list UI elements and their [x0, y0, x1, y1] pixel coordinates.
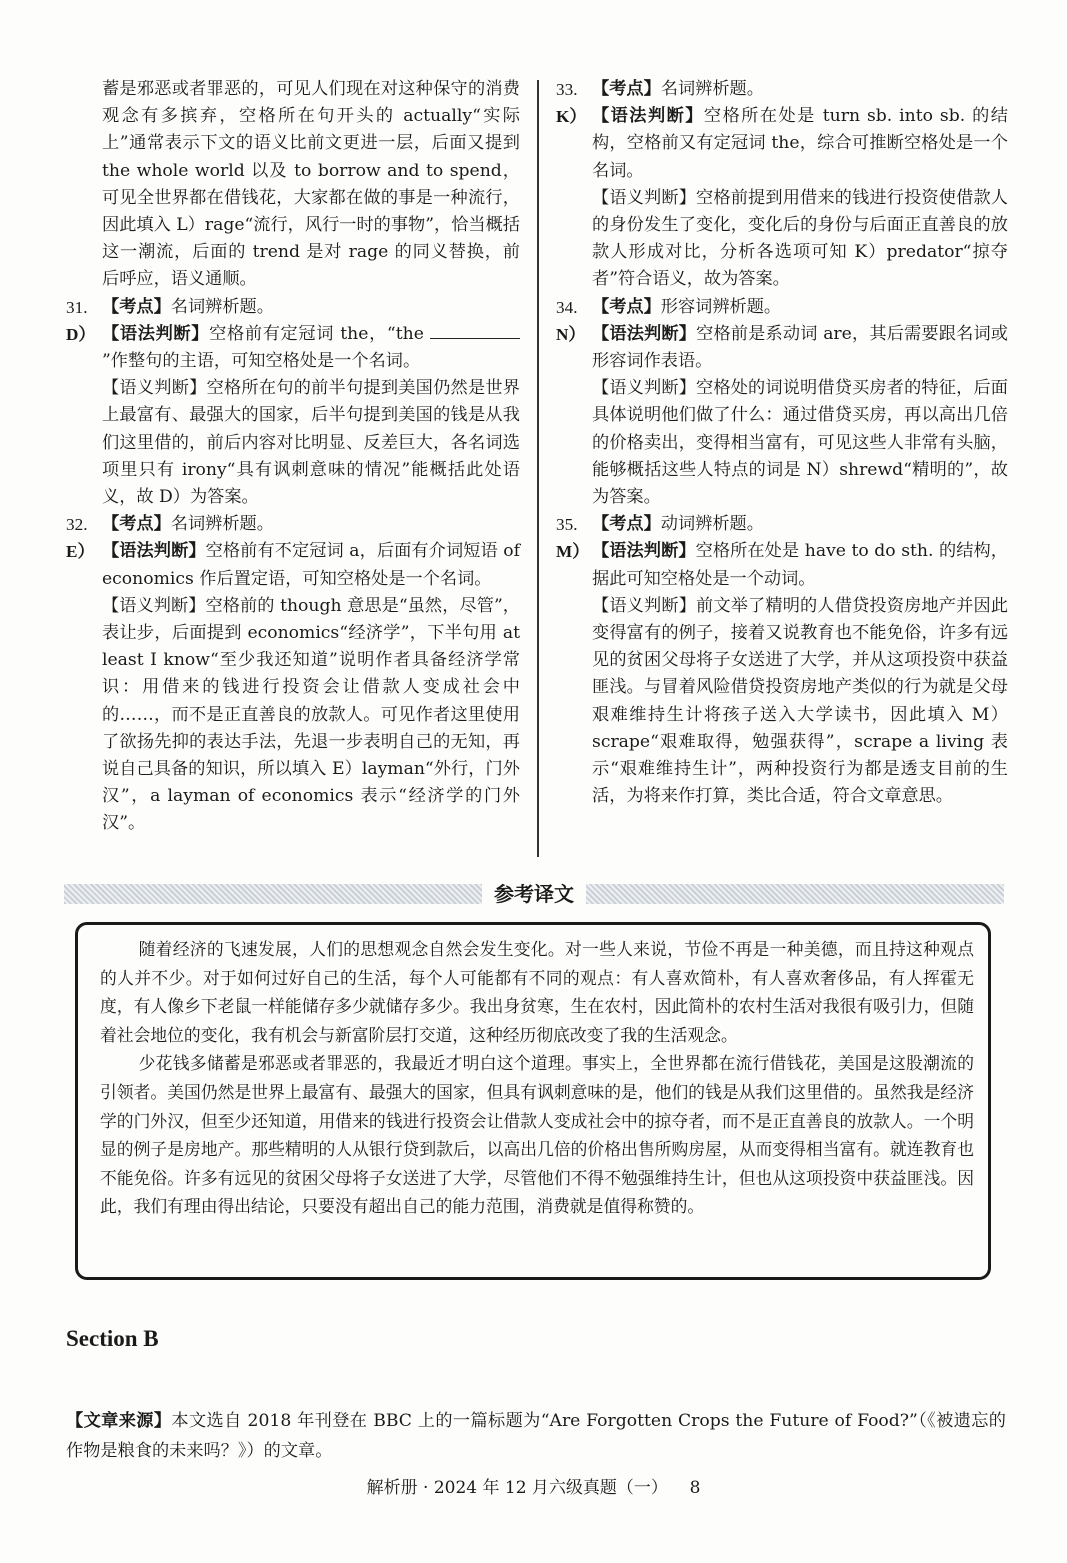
q34-semantic-text: 空格处的词说明借贷买房者的特征，后面具体说明他们做了什么：通过借贷买房，再以高出几倍的价格卖出，变得相当富有，可见这些人非常有头脑，能够概括这些人特点的词是 N）shrewd“精明的”，故为答案。: [592, 378, 1008, 508]
footer-text: 解析册 · 2024 年 12 月六级真题（一）: [366, 1478, 668, 1498]
q31-grammar-tag: 【语法判断】: [102, 323, 210, 344]
q35-kaodian: [556, 511, 1008, 538]
q31-grammar-post: ”作整句的主语，可知空格处是一个名词。: [102, 351, 421, 372]
q31-semantic: [66, 375, 520, 511]
q31-answer: D）: [66, 324, 96, 344]
q33-number: 33.: [556, 80, 578, 99]
q33-semantic-text: 空格前提到用借来的钱进行投资使借款人的身份发生了变化，变化后的身份与后面正直善良的放款人形成对比，分析各选项可知 K）predator“掠夺者”符合语义，故为答案。: [592, 187, 1008, 290]
q33-semantic-tag: 【语义判断】: [592, 187, 697, 208]
q35-semantic-text: 前文举了精明的人借贷投资房地产并因此变得富有的例子，接着又说教育也不能免俗，许多有远见的贫困父母将子女送进了大学，并从这项投资中获益匪浅。与冒着风险借贷投资房地产类似的行为就是父母艰难维持生计将孩子送入大学读书，因此填入 M）scrape“艰难取得，勉强获得”，scrape a living 表示“艰难维持生计”，两种投资行为都是透支目前的生活，为将来作打算，类比合适，符合文章意思。: [592, 595, 1008, 807]
left-column: [66, 76, 520, 838]
translation-title: 参考译文: [494, 882, 574, 906]
q34-number: 34.: [556, 297, 578, 317]
q35-kaodian-tag: 【考点】: [592, 514, 661, 535]
q35-semantic-tag: 【语义判断】: [592, 595, 697, 616]
q31-kaodian: [66, 294, 520, 321]
q33-kaodian: [556, 76, 1008, 103]
q33-answer: K）: [556, 107, 587, 127]
q34-grammar-text: 空格前是系动词 are，其后需要跟名词或形容词作表语。: [592, 323, 1008, 372]
q31-kaodian-text: 名词辨析题。: [170, 296, 274, 317]
source-text: 本文选自 2018 年刊登在 BBC 上的一篇标题为“Are Forgotten Crops the Future of Food?”（《被遗忘的作物是粮食的未来吗？》）的文章。: [66, 1411, 1006, 1461]
q32-kaodian-text: 名词辨析题。: [170, 514, 274, 535]
q35-semantic: [556, 593, 1008, 811]
q31-grammar-pre: 空格前有定冠词 the，“the: [209, 323, 430, 344]
q32-semantic-tag: 【语义判断】: [102, 595, 206, 616]
q32-answer: E）: [66, 542, 95, 562]
q33-semantic: [556, 185, 1008, 294]
q34-answer: N）: [556, 324, 586, 344]
q34-semantic: [556, 375, 1008, 511]
q32-semantic-text: 空格前的 though 意思是“虽然，尽管”，表让步，后面提到 economics“经济学”，下半句用 at least I know“至少我还知道”说明作者具备经济学常识：用借来的钱进行投资会让借款人变成社会中的……，而不是正直善良的放款人。可见作者这里使用了欲扬先抑的表达手法，先退一步表明自己的无知，再说自己具备的知识，所以填入 E）layman“外行，门外汉”，a layman of economics 表示“经济学的门外汉”。: [102, 595, 520, 834]
q34-kaodian: [556, 294, 1008, 321]
translation-banner: [64, 880, 1004, 908]
q30-continuation: 蓄是邪恶或者罪恶的，可见人们现在对这种保守的消费观念有多摈弃，空格所在句开头的 actually“实际上”通常表示下文的语义比前文更进一层，后面又提到 the whole world 以及 to borrow and to spend，可见全世界都在借钱花，大家都在做的事是一种流行，因此填入 L）rage“流行，风行一时的事物”，恰当概括这一潮流，后面的 trend 是对 rage 的同义替换，前后呼应，语义通顺。: [102, 79, 520, 290]
q32-number: 32.: [66, 515, 88, 535]
q33-grammar-tag: 【语法判断】: [592, 106, 704, 127]
page-footer: [0, 1473, 1067, 1498]
q31-grammar: [66, 321, 520, 375]
q31-kaodian-tag: 【考点】: [102, 296, 171, 317]
translation-box: [75, 922, 991, 1280]
q35-grammar-text: 空格所在处是 have to do sth. 的结构，据此可知空格处是一个动词。: [592, 541, 1008, 589]
q32-grammar: [66, 538, 520, 592]
q32-grammar-tag: 【语法判断】: [102, 541, 206, 562]
section-heading: Section B: [66, 1326, 159, 1351]
q34-semantic-tag: 【语义判断】: [592, 378, 697, 399]
source-tag: 【文章来源】: [66, 1411, 172, 1431]
translation-paragraph-1: 随着经济的飞速发展，人们的思想观念自然会发生变化。对一些人来说，节俭不再是一种美德，而且持这种观点的人并不少。对于如何过好自己的生活，每个人可能都有不同的观点：有人喜欢简朴，有人喜欢奢侈品，有人挥霍无度，有人像乡下老鼠一样能储存多少就储存多少。我出身贫寒，生在农村，因此简朴的农村生活对我很有吸引力，但随着社会地位的变化，我有机会与新富阶层打交道，这种经历彻底改变了我的生活观念。: [100, 939, 974, 1045]
q34-grammar: [556, 321, 1008, 375]
q35-number: 35.: [556, 515, 578, 535]
q31-number: 31.: [66, 297, 88, 317]
q35-grammar-tag: 【语法判断】: [592, 541, 696, 562]
q34-kaodian-text: 形容词辨析题。: [660, 296, 782, 317]
q32-kaodian-tag: 【考点】: [102, 514, 171, 535]
q35-kaodian-text: 动词辨析题。: [660, 514, 764, 535]
article-source: [66, 1406, 1006, 1466]
q31-semantic-tag: 【语义判断】: [102, 378, 207, 399]
q33-grammar-text: 空格所在处是 turn sb. into sb. 的结构，空格前又有定冠词 the，综合可推断空格处是一个名词。: [592, 106, 1008, 181]
q32-kaodian: [66, 511, 520, 538]
blank-line: [430, 324, 520, 339]
q31-semantic-text: 空格所在句的前半句提到美国仍然是世界上最富有、最强大的国家，后半句提到美国的钱是从我们这里借的，前后内容对比明显、反差巨大，各名词选项里只有 irony“具有讽刺意味的情况”能概括此处语义，故 D）为答案。: [102, 378, 520, 508]
q32-semantic: [66, 593, 520, 838]
q32-grammar-text: 空格前有不定冠词 a，后面有介词短语 of economics 作后置定语，可知空格处是一个名词。: [102, 541, 520, 589]
q33-kaodian-tag: 【考点】: [592, 79, 661, 99]
q33-kaodian-text: 名词辨析题。: [660, 79, 764, 99]
q35-grammar: [556, 538, 1008, 592]
right-column: [556, 76, 1008, 810]
q35-answer: M）: [556, 542, 590, 562]
column-divider: [537, 80, 539, 857]
q34-grammar-tag: 【语法判断】: [592, 323, 697, 344]
q33-grammar: [556, 103, 1008, 185]
q34-kaodian-tag: 【考点】: [592, 296, 661, 317]
page-number: 8: [689, 1478, 701, 1498]
translation-paragraph-2: 少花钱多储蓄是邪恶或者罪恶的，我最近才明白这个道理。事实上，全世界都在流行借钱花，美国是这股潮流的引领者。美国仍然是世界上最富有、最强大的国家，但具有讽刺意味的是，他们的钱是从我们这里借的。虽然我是经济学的门外汉，但至少还知道，用借来的钱进行投资会让借款人变成社会中的掠夺者，而不是正直善良的放款人。一个明显的例子是房地产。那些精明的人从银行贷到款后，以高出几倍的价格出售所购房屋，从而变得相当富有。就连教育也不能免俗。许多有远见的贫困父母将子女送进了大学，尽管他们不得不勉强维持生计，但也从这项投资中获益匪浅。因此，我们有理由得出结论，只要没有超出自己的能力范围，消费就是值得称赞的。: [100, 1053, 974, 1217]
